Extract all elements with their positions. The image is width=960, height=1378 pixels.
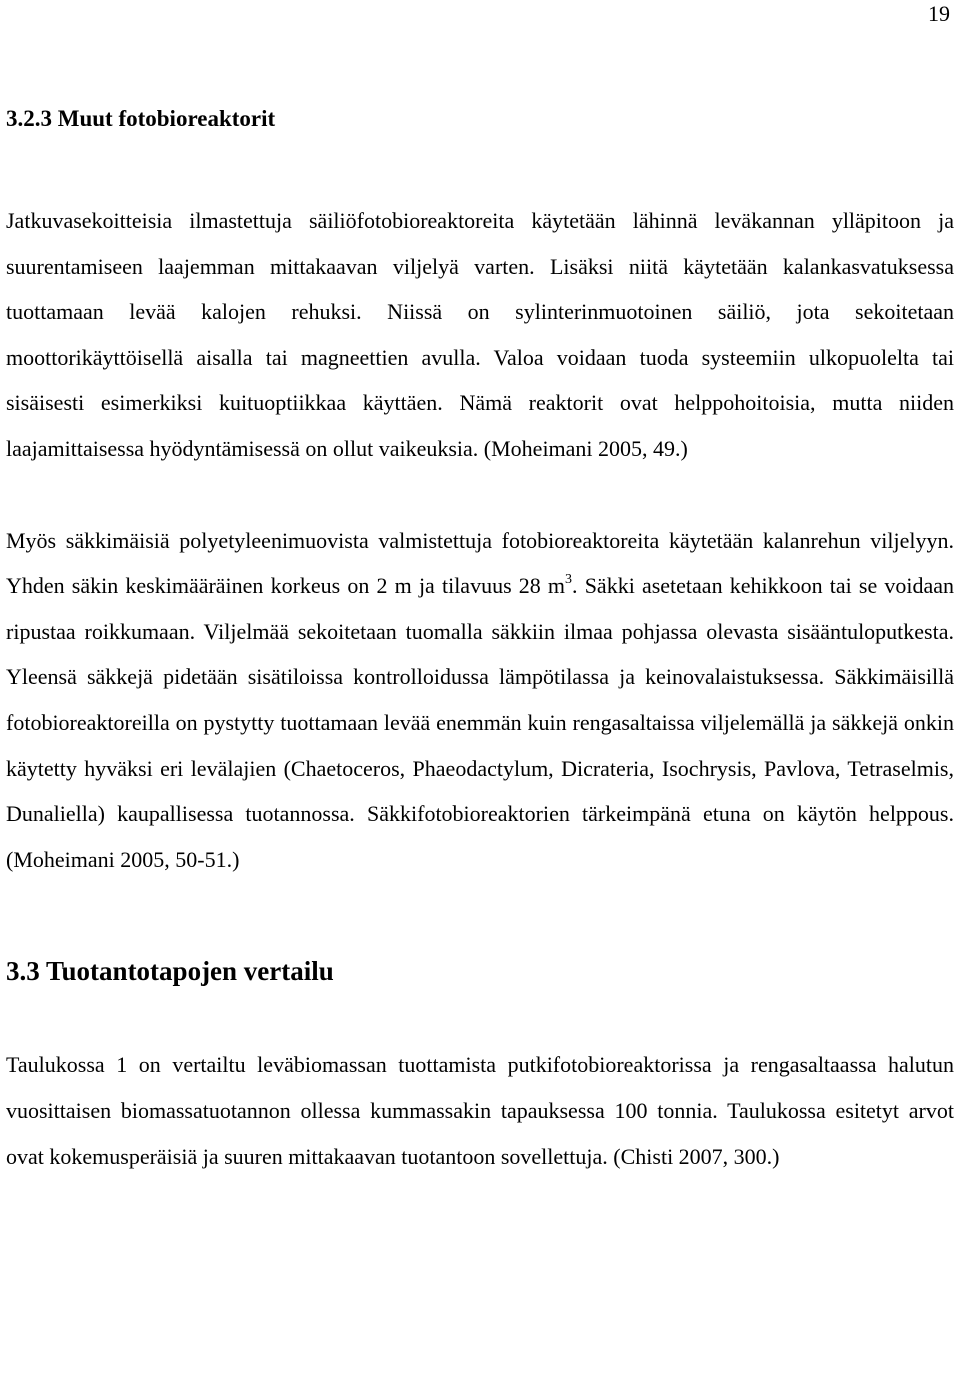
paragraph-stirred-tank-reactors: Jatkuvasekoitteisia ilmastettuja säiliöfotobioreaktoreita käytetään lähinnä leväkannan ylläpitoon ja suurentamiseen laajemman mittakaavan viljelyä varten. Lisäksi niitä käytetään kalankasvatuksessa tuottamaan levää kalojen rehuksi. Niissä on sylinterinmuotoinen säiliö, jota sekoitetaan moottorikäyttöisellä aisalla tai magneettien avulla. Valoa voidaan tuoda systeemiin ulkopuolelta tai sisäisesti esimerkiksi kuituoptiikkaa käyttäen. Nämä reaktorit ovat helppohoitoisia, mutta niiden laajamittaisessa hyödyntämisessä on ollut vaikeuksia. (Moheimani 2005, 49.) xyxy=(6,208,954,461)
paragraph-bag-reactors-text-1: Myös säkkimäisiä polyetyleenimuovista valmistettuja fotobioreaktoreita käytetään kalanrehun viljelyyn. Yhden säkin keskimääräinen korkeus on 2 m ja tilavuus 28 m xyxy=(6,527,954,599)
paragraph-bag-reactors xyxy=(6,518,954,883)
section-heading: 3.3 Tuotantotapojen vertailu xyxy=(6,956,334,987)
paragraph-bag-reactors-text-2: . Säkki asetetaan kehikkoon tai se voidaan ripustaa roikkumaan. Viljelmää sekoitetaan tuomalla säkkiin ilmaa pohjassa olevasta sisääntuloputkesta. Yleensä säkkejä pidetään sisätiloissa kontrolloidussa lämpötilassa ja keinovalaistuksessa. Säkkimäisillä fotobioreaktoreilla on pystytty tuottamaan levää enemmän kuin rengasaltaissa viljelemällä ja säkkejä onkin käytetty hyväksi eri levälajien (Chaetoceros, Phaeodactylum, Dicrateria, Isochrysis, Pavlova, Tetraselmis, Dunaliella) kaupallisessa tuotannossa. Säkkifotobioreaktorien tärkeimpänä etuna on käytön helppous. (Moheimani 2005, 50-51.) xyxy=(6,573,954,872)
paragraph-comparison: Taulukossa 1 on vertailtu leväbiomassan tuottamista putkifotobioreaktorissa ja rengasaltaassa halutun vuosittaisen biomassatuotannon ollessa kummassakin tapauksessa 100 tonnia. Taulukossa esitetyt arvot ovat kokemusperäisiä ja suuren mittakaavan tuotantoon sovellettuja. (Chisti 2007, 300.) xyxy=(6,1052,954,1169)
superscript-cubic: 3 xyxy=(565,571,573,587)
subsection-heading: 3.2.3 Muut fotobioreaktorit xyxy=(6,106,276,131)
page-number: 19 xyxy=(928,1,950,26)
document-body xyxy=(6,102,954,1179)
